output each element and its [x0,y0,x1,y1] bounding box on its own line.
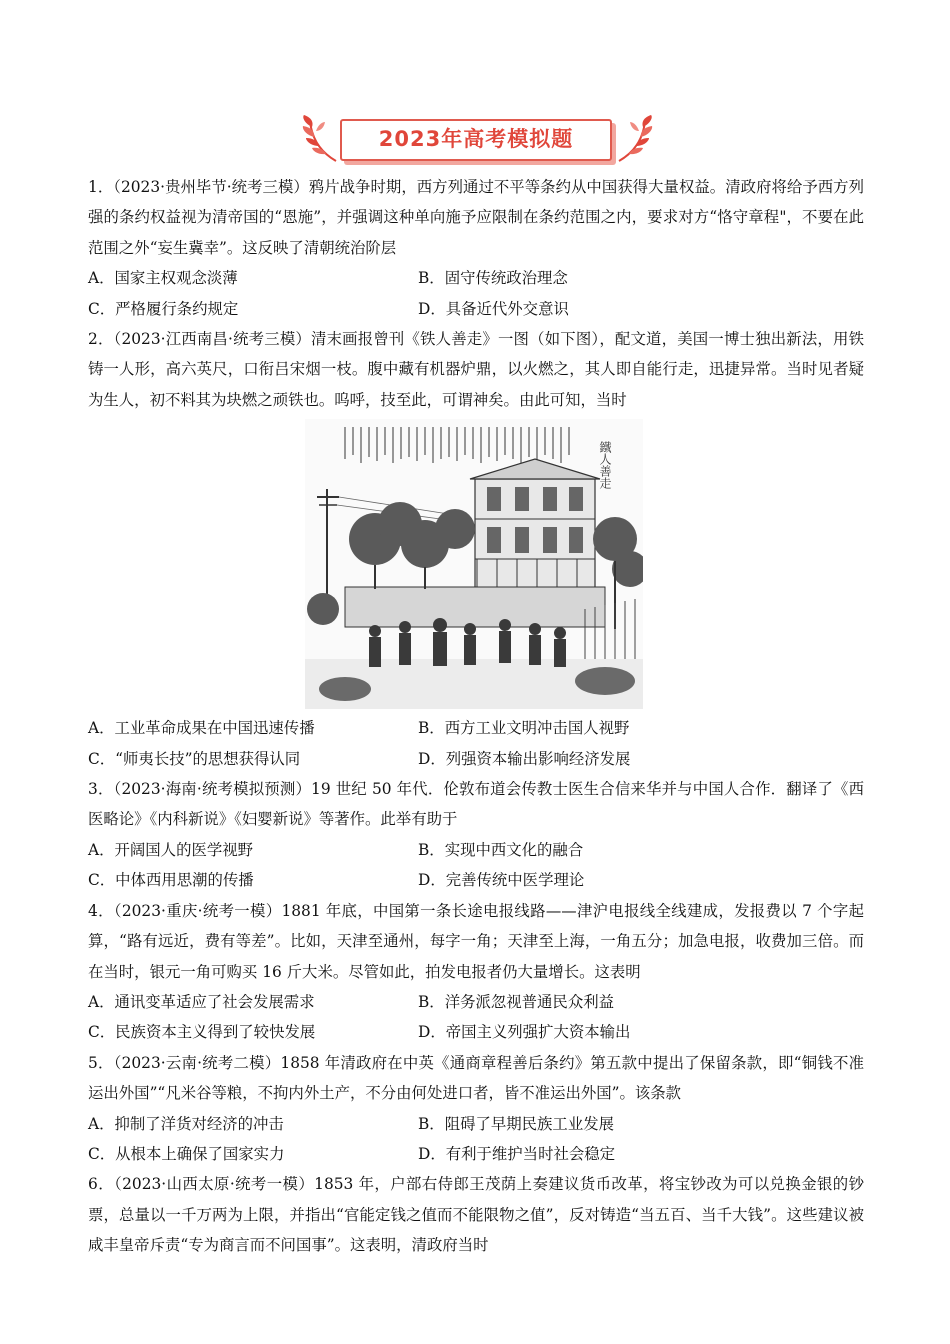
question-3 [88,774,864,896]
iron-man-illustration [305,419,643,709]
question-stem: 5．（2023·云南·统考二模）1858 年清政府在中英《通商章程善后条约》第五款中提出了保留条款，即“铜钱不准运出外国”“凡米谷等粮，不拘内外土产，不分由何处进口者，皆不准运出外国”。该条款 [88,1053,864,1103]
question-stem: 6．（2023·山西太原·统考一模）1853 年，户部右侍郎王茂荫上奏建议货币改革，将宝钞改为可以兑换金银的钞票，总量以一千万两为上限，并指出“官能定钱之值而不能限物之值”，反对铸造“当五百、当千大钱”。这些建议被咸丰皇帝斥责“专为商言而不问国事”。这表明，清政府当时 [88,1175,864,1255]
option-a[interactable]: A．开阔国人的医学视野 [88,840,254,859]
right-laurel-icon [615,113,655,165]
option-c[interactable]: C．“师夷长技”的思想获得认同 [88,749,301,768]
question-list [88,172,864,1261]
option-c[interactable]: C．民族资本主义得到了较快发展 [88,1023,316,1042]
option-c[interactable]: C．中体西用思潮的传播 [88,871,254,890]
option-grid [88,987,864,1048]
option-b[interactable]: B．阻碍了早期民族工业发展 [418,1114,614,1133]
banner-title: 2023年高考模拟题 [378,127,574,151]
question-6 [88,1169,864,1260]
option-grid [88,835,864,896]
question-stem: 3．（2023·海南·统考模拟预测）19 世纪 50 年代．伦敦布道会传教士医生合信来华并与中国人合作．翻译了《西医略论》《内科新说》《妇婴新说》等著作。此举有助于 [88,780,864,829]
option-b[interactable]: B．西方工业文明冲击国人视野 [418,719,630,738]
option-b[interactable]: B．固守传统政治理念 [418,269,568,288]
option-grid [88,713,864,774]
question-5 [88,1048,864,1170]
question-stem: 2．（2023·江西南昌·统考三模）清末画报曾刊《铁人善走》一图（如下图），配文道，美国一博士独出新法，用铁铸一人形，高六英尺，口衔吕宋烟一枝。腹中藏有机器炉鼎，以火燃之，其人即自能行走，迅捷异常。当时见者疑为生人，初不料其为块燃之顽铁也。呜呼，技至此，可谓神矣。由此可知，当时 [88,330,864,409]
option-a[interactable]: A．国家主权观念淡薄 [88,269,238,288]
question-1 [88,172,864,324]
option-c[interactable]: C．从根本上确保了国家实力 [88,1144,285,1163]
option-d[interactable]: D．有利于维护当时社会稳定 [418,1144,616,1163]
option-a[interactable]: A．工业革命成果在中国迅速传播 [88,719,315,738]
question-4 [88,896,864,1048]
illustration-figure [88,419,864,713]
option-d[interactable]: D．列强资本输出影响经济发展 [418,749,631,768]
section-banner [300,113,655,165]
option-d[interactable]: D．完善传统中医学理论 [418,871,585,890]
option-d[interactable]: D．帝国主义列强扩大资本输出 [418,1023,631,1042]
question-stem: 1．（2023·贵州毕节·统考三模）鸦片战争时期，西方列通过不平等条约从中国获得大量权益。清政府将给予西方列强的条约权益视为清帝国的“恩施”，并强调这种单向施予应限制在条约范围之内，要求对方“恪守章程"，不要在此范围之外“妄生冀幸”。这反映了清朝统治阶层 [88,178,864,257]
question-2 [88,324,864,774]
figure-caption: 鐵人善走 [598,441,612,490]
option-d[interactable]: D．具备近代外交意识 [418,299,569,318]
option-b[interactable]: B．洋务派忽视普通民众利益 [418,992,614,1011]
option-c[interactable]: C．严格履行条约规定 [88,299,239,318]
option-a[interactable]: A．抑制了洋货对经济的冲击 [88,1114,284,1133]
left-laurel-icon [300,113,340,165]
question-stem: 4．（2023·重庆·统考一模）1881 年底，中国第一条长途电报线路——津沪电报线全线建成，发报费以 7 个字起算，“路有远近，费有等差”。比如，天津至通州，每字一角；天津至上海，一角五分；加急电报，收费加三倍。而在当时，银元一角可购买 16 斤大米。尽管如此，拍发电报者仍大量增长。这表明 [88,901,864,981]
option-b[interactable]: B．实现中西文化的融合 [418,840,584,859]
option-grid [88,1109,864,1170]
option-grid [88,263,864,324]
option-a[interactable]: A．通讯变革适应了社会发展需求 [88,992,315,1011]
